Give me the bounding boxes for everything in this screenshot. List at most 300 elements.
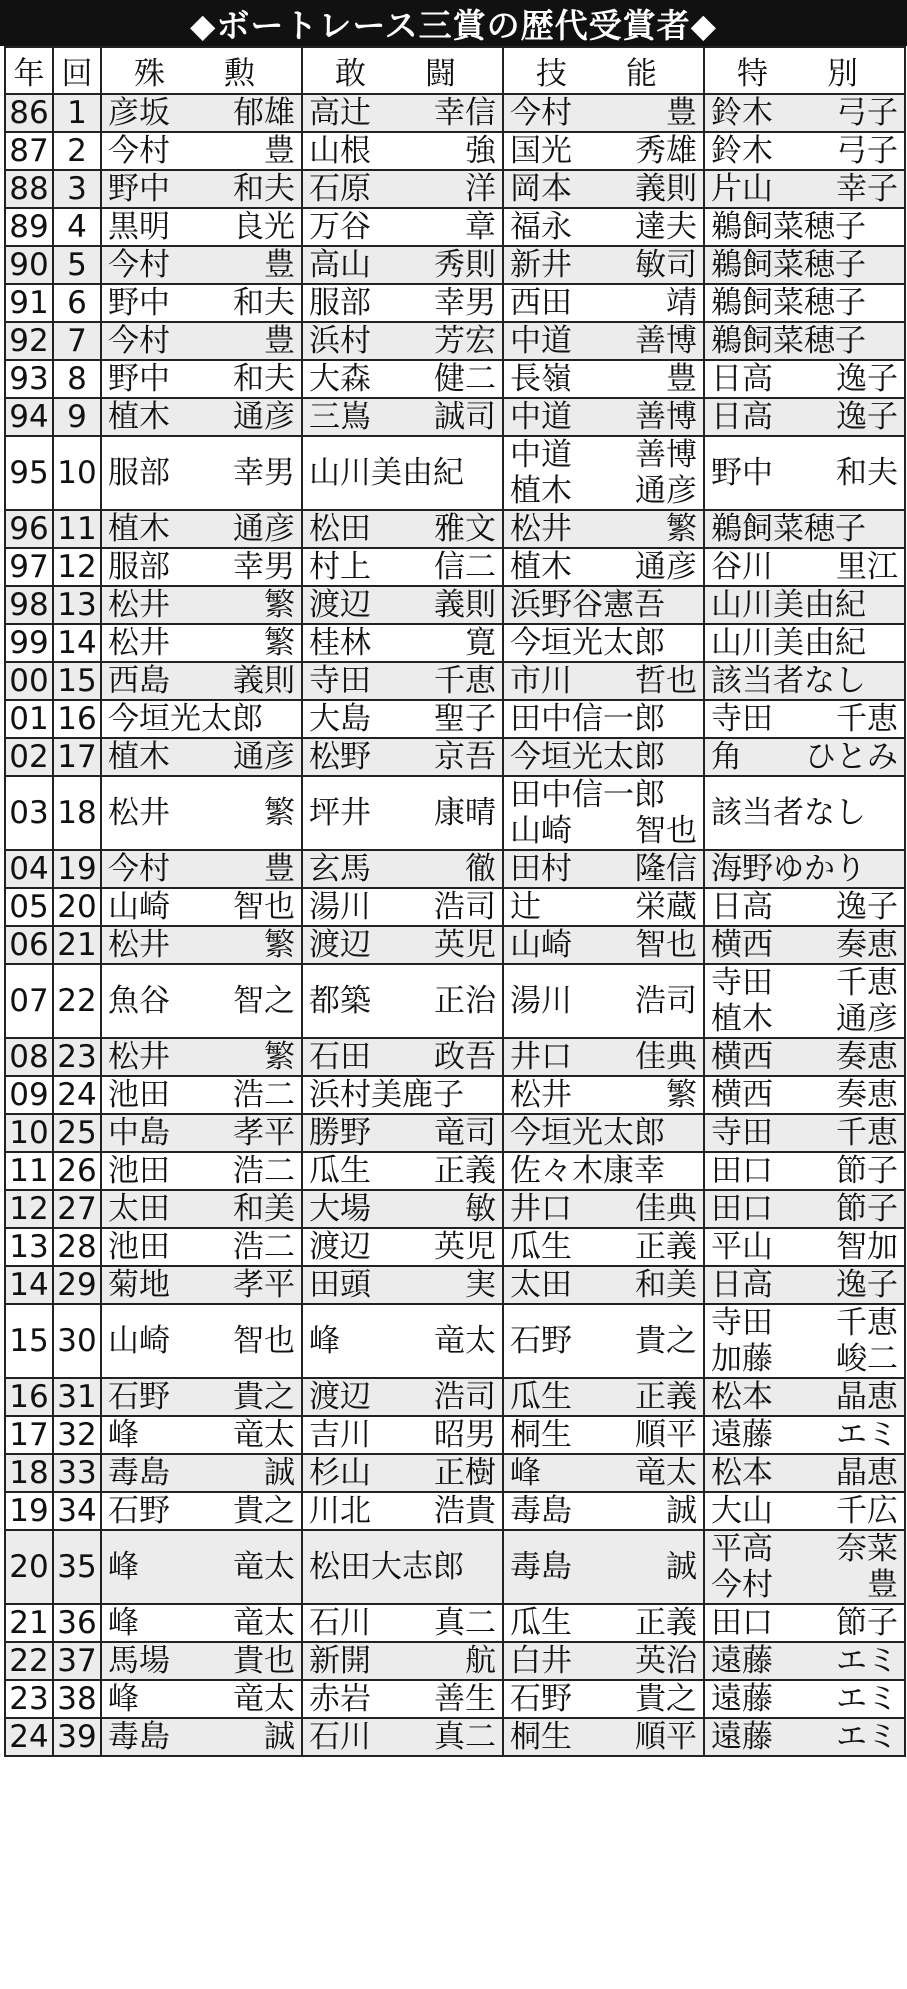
name-family: 寺田 <box>711 965 773 1001</box>
awardee-name <box>504 739 703 775</box>
name-given: 奈菜 <box>836 1531 898 1567</box>
name-family: 白井 <box>510 1643 572 1679</box>
awardee-name <box>102 323 301 359</box>
fighting-spirit-cell <box>302 964 503 1038</box>
outstanding-performance-cell <box>101 1530 302 1604</box>
name-family: 桐生 <box>510 1719 572 1755</box>
awardee-name <box>705 1493 904 1529</box>
awardee-name <box>303 1643 502 1679</box>
fighting-spirit-cell <box>302 926 503 964</box>
name-given: 奏恵 <box>836 1039 898 1075</box>
awardee-name <box>705 625 904 661</box>
technique-cell <box>503 850 704 888</box>
name-given: 峻二 <box>836 1341 898 1377</box>
edition-cell: 3 <box>53 170 101 208</box>
name-given: 浩二 <box>233 1229 295 1265</box>
name-family: 中島 <box>108 1115 170 1151</box>
fighting-spirit-cell <box>302 1530 503 1604</box>
technique-cell <box>503 888 704 926</box>
name-family: 今村 <box>510 95 572 131</box>
name-family: 魚谷 <box>108 983 170 1019</box>
technique-cell <box>503 1038 704 1076</box>
name-given: 真二 <box>434 1719 496 1755</box>
name-family: 瓜生 <box>510 1379 572 1415</box>
name-family: 新開 <box>309 1643 371 1679</box>
technique-cell <box>503 1530 704 1604</box>
outstanding-performance-cell <box>101 1454 302 1492</box>
name-given: 幸男 <box>233 549 295 585</box>
name-given: 通彦 <box>635 473 697 509</box>
awardee-name <box>504 323 703 359</box>
name-given: 智也 <box>233 889 295 925</box>
name-family: 菊地 <box>108 1267 170 1303</box>
year-cell: 94 <box>5 398 53 436</box>
name-given: 竜太 <box>233 1681 295 1717</box>
name-given: 逸子 <box>836 889 898 925</box>
name-given: 通彦 <box>233 399 295 435</box>
name-given: 英児 <box>434 927 496 963</box>
table-row <box>5 964 905 1038</box>
table-row <box>5 776 905 850</box>
awardee-name <box>102 1229 301 1265</box>
special-cell <box>704 700 905 738</box>
awardee-name <box>504 1719 703 1755</box>
awardee-name <box>303 549 502 585</box>
awardee-name <box>504 437 703 473</box>
outstanding-performance-cell <box>101 398 302 436</box>
name-given: 真二 <box>434 1605 496 1641</box>
name-family: 田頭 <box>309 1267 371 1303</box>
name-given: 英児 <box>434 1229 496 1265</box>
name-family: 瓜生 <box>510 1605 572 1641</box>
name-family: 高山 <box>309 247 371 283</box>
outstanding-performance-cell <box>101 888 302 926</box>
awardee-name <box>705 1039 904 1075</box>
technique-cell <box>503 548 704 586</box>
name-given: 豊 <box>867 1567 898 1603</box>
page-title: ◆ボートレース三賞の歴代受賞者◆ <box>0 0 907 46</box>
edition-cell: 17 <box>53 738 101 776</box>
awardee-name <box>102 1605 301 1641</box>
year-cell: 23 <box>5 1680 53 1718</box>
name-family: 鈴木 <box>711 95 773 131</box>
awardee-name <box>504 1493 703 1529</box>
fighting-spirit-cell <box>302 1492 503 1530</box>
awardee-name <box>102 361 301 397</box>
outstanding-performance-cell <box>101 246 302 284</box>
name-given: 靖 <box>666 285 697 321</box>
awardee-name <box>504 1153 703 1189</box>
technique-cell <box>503 436 704 510</box>
technique-cell <box>503 1076 704 1114</box>
year-cell: 98 <box>5 586 53 624</box>
outstanding-performance-cell <box>101 738 302 776</box>
name-family: 瓜生 <box>309 1153 371 1189</box>
year-cell: 03 <box>5 776 53 850</box>
name-family: 国光 <box>510 133 572 169</box>
technique-cell <box>503 1304 704 1378</box>
name-given: 佳典 <box>635 1191 697 1227</box>
name-given: 繁 <box>264 1039 295 1075</box>
name-family: 角 <box>711 739 742 775</box>
awardee-name <box>303 133 502 169</box>
awardee-name <box>705 1341 904 1377</box>
name-family: 杉山 <box>309 1455 371 1491</box>
name-family: 坪井 <box>309 795 371 831</box>
special-cell <box>704 1266 905 1304</box>
name-family: 今垣光太郎 <box>510 1115 665 1151</box>
name-given: 政吾 <box>434 1039 496 1075</box>
name-given: 幸信 <box>434 95 496 131</box>
awardee-name <box>705 1417 904 1453</box>
name-given: 幸男 <box>233 455 295 491</box>
fighting-spirit-cell <box>302 662 503 700</box>
name-family: 大島 <box>309 701 371 737</box>
name-given: エミ <box>836 1719 898 1755</box>
name-family: 赤岩 <box>309 1681 371 1717</box>
special-cell <box>704 1530 905 1604</box>
name-family: 福永 <box>510 209 572 245</box>
awardee-name <box>504 1039 703 1075</box>
name-family: 今村 <box>108 247 170 283</box>
header-row <box>5 47 905 94</box>
awardee-name <box>705 1605 904 1641</box>
name-given: 逸子 <box>836 399 898 435</box>
special-cell <box>704 246 905 284</box>
outstanding-performance-cell <box>101 662 302 700</box>
outstanding-performance-cell <box>101 1190 302 1228</box>
table-row <box>5 1228 905 1266</box>
year-cell: 18 <box>5 1454 53 1492</box>
name-family: 松井 <box>108 587 170 623</box>
awardee-name <box>504 171 703 207</box>
name-given: 和夫 <box>233 171 295 207</box>
name-family: 今村 <box>108 851 170 887</box>
name-given: 通彦 <box>233 739 295 775</box>
special-cell <box>704 738 905 776</box>
awardee-name <box>102 209 301 245</box>
awardee-name <box>504 1605 703 1641</box>
name-family: 峰 <box>108 1417 139 1453</box>
fighting-spirit-cell <box>302 284 503 322</box>
special-cell <box>704 1416 905 1454</box>
awardee-name <box>303 1323 502 1359</box>
name-family: 松井 <box>510 511 572 547</box>
awardee-name <box>303 1229 502 1265</box>
name-given: 哲也 <box>635 663 697 699</box>
name-family: 三嶌 <box>309 399 371 435</box>
name-given: 逸子 <box>836 361 898 397</box>
awardee-name <box>303 511 502 547</box>
year-cell: 22 <box>5 1642 53 1680</box>
table-row <box>5 246 905 284</box>
edition-cell: 8 <box>53 360 101 398</box>
fighting-spirit-cell <box>302 548 503 586</box>
name-family: 峰 <box>108 1549 139 1585</box>
outstanding-performance-cell <box>101 586 302 624</box>
name-family: 浜野谷憲吾 <box>510 587 665 623</box>
outstanding-performance-cell <box>101 624 302 662</box>
table-row <box>5 284 905 322</box>
table-row <box>5 850 905 888</box>
awardee-name <box>303 1039 502 1075</box>
name-given: 正樹 <box>434 1455 496 1491</box>
awardee-name <box>705 1643 904 1679</box>
edition-cell: 10 <box>53 436 101 510</box>
year-cell: 06 <box>5 926 53 964</box>
name-family: 川北 <box>309 1493 371 1529</box>
name-given: 誠 <box>264 1719 295 1755</box>
name-given: 和夫 <box>233 285 295 321</box>
name-family: 横西 <box>711 1077 773 1113</box>
fighting-spirit-cell <box>302 1378 503 1416</box>
technique-cell <box>503 170 704 208</box>
awardee-name <box>102 95 301 131</box>
awardee-name <box>102 1115 301 1151</box>
outstanding-performance-cell <box>101 700 302 738</box>
awardee-name <box>303 587 502 623</box>
name-family: 渡辺 <box>309 1379 371 1415</box>
awardee-name <box>705 209 904 245</box>
awardee-name <box>504 1077 703 1113</box>
name-family: 加藤 <box>711 1341 773 1377</box>
name-given: 豊 <box>264 851 295 887</box>
fighting-spirit-cell <box>302 170 503 208</box>
name-family: 松井 <box>108 795 170 831</box>
awards-table <box>4 46 906 1757</box>
fighting-spirit-cell <box>302 888 503 926</box>
awardee-name <box>504 549 703 585</box>
special-cell <box>704 1604 905 1642</box>
name-given: 千恵 <box>434 663 496 699</box>
name-family: 大森 <box>309 361 371 397</box>
awardee-name <box>102 625 301 661</box>
awardee-name <box>102 663 301 699</box>
name-family: 桂林 <box>309 625 371 661</box>
fighting-spirit-cell <box>302 1076 503 1114</box>
name-given: 竜太 <box>233 1417 295 1453</box>
technique-cell <box>503 926 704 964</box>
awardee-name <box>705 1305 904 1341</box>
awardee-name <box>705 965 904 1001</box>
name-family: 峰 <box>510 1455 541 1491</box>
name-given: 繁 <box>264 927 295 963</box>
name-family: 毒島 <box>510 1493 572 1529</box>
name-family: 鵜飼菜穂子 <box>711 285 866 321</box>
awardee-name <box>705 1153 904 1189</box>
header-outstanding-performance: 殊 勲 <box>101 47 302 94</box>
header-edition: 回 <box>53 47 101 94</box>
awardee-name <box>504 889 703 925</box>
name-family: 太田 <box>108 1191 170 1227</box>
awardee-name <box>102 927 301 963</box>
awardee-name <box>504 1115 703 1151</box>
name-family: 田中信一郎 <box>510 777 665 813</box>
name-given: 孝平 <box>233 1115 295 1151</box>
name-family: 玄馬 <box>309 851 371 887</box>
special-cell <box>704 624 905 662</box>
year-cell: 16 <box>5 1378 53 1416</box>
year-cell: 20 <box>5 1530 53 1604</box>
awardee-name <box>504 285 703 321</box>
name-given: 千広 <box>836 1493 898 1529</box>
name-given: 智加 <box>836 1229 898 1265</box>
outstanding-performance-cell <box>101 776 302 850</box>
awardee-name <box>303 323 502 359</box>
name-given: 善博 <box>635 323 697 359</box>
table-row <box>5 94 905 132</box>
awardee-name <box>303 455 502 491</box>
name-given: 誠 <box>666 1493 697 1529</box>
awardee-name <box>705 1455 904 1491</box>
name-family: 松野 <box>309 739 371 775</box>
fighting-spirit-cell <box>302 510 503 548</box>
technique-cell <box>503 1266 704 1304</box>
header-year: 年 <box>5 47 53 94</box>
awardee-name <box>705 549 904 585</box>
awardee-name <box>705 701 904 737</box>
name-family: 日高 <box>711 399 773 435</box>
name-family: 松井 <box>108 1039 170 1075</box>
name-family: 辻 <box>510 889 541 925</box>
outstanding-performance-cell <box>101 1718 302 1756</box>
name-given: 豊 <box>666 361 697 397</box>
awardee-name <box>504 851 703 887</box>
name-given: 貴之 <box>635 1681 697 1717</box>
edition-cell: 19 <box>53 850 101 888</box>
year-cell: 24 <box>5 1718 53 1756</box>
awardee-name <box>504 1643 703 1679</box>
awardee-name <box>102 983 301 1019</box>
edition-cell: 7 <box>53 322 101 360</box>
name-family: 遠藤 <box>711 1719 773 1755</box>
awardee-name <box>504 813 703 849</box>
fighting-spirit-cell <box>302 322 503 360</box>
awardee-name <box>303 1267 502 1303</box>
awardee-name <box>303 1077 502 1113</box>
name-family: 太田 <box>510 1267 572 1303</box>
name-given: 浩司 <box>434 889 496 925</box>
name-given: 誠司 <box>434 399 496 435</box>
year-cell: 11 <box>5 1152 53 1190</box>
name-family: 山川美由紀 <box>711 625 866 661</box>
name-given: 千恵 <box>836 701 898 737</box>
table-row <box>5 132 905 170</box>
awardee-name <box>303 1153 502 1189</box>
name-family: 松本 <box>711 1379 773 1415</box>
name-given: 智也 <box>635 927 697 963</box>
table-row <box>5 1114 905 1152</box>
year-cell: 95 <box>5 436 53 510</box>
awardee-name <box>504 361 703 397</box>
table-row <box>5 398 905 436</box>
awardee-name <box>102 1493 301 1529</box>
awardee-name <box>504 1455 703 1491</box>
name-family: 日高 <box>711 889 773 925</box>
special-cell <box>704 1378 905 1416</box>
awardee-name <box>303 851 502 887</box>
name-given: 幸男 <box>434 285 496 321</box>
name-family: 山崎 <box>510 927 572 963</box>
awardee-name <box>303 247 502 283</box>
special-cell <box>704 850 905 888</box>
awardee-name <box>504 983 703 1019</box>
name-given: 智也 <box>233 1323 295 1359</box>
name-given: 徹 <box>465 851 496 887</box>
outstanding-performance-cell <box>101 1076 302 1114</box>
name-given: 千恵 <box>836 965 898 1001</box>
name-family: 馬場 <box>108 1643 170 1679</box>
special-cell <box>704 360 905 398</box>
name-family: 山川美由紀 <box>711 587 866 623</box>
awardee-name <box>102 1039 301 1075</box>
table-body <box>5 94 905 1756</box>
name-family: 今村 <box>108 133 170 169</box>
awardee-name <box>102 133 301 169</box>
name-given: 敏司 <box>635 247 697 283</box>
awardee-name <box>705 1191 904 1227</box>
technique-cell <box>503 1492 704 1530</box>
name-given: 繁 <box>264 795 295 831</box>
name-given: 節子 <box>836 1153 898 1189</box>
name-given: 浩貴 <box>434 1493 496 1529</box>
awardee-name <box>303 1719 502 1755</box>
name-family: 山根 <box>309 133 371 169</box>
year-cell: 08 <box>5 1038 53 1076</box>
awardee-name <box>705 927 904 963</box>
name-family: 該当者なし <box>711 795 866 831</box>
year-cell: 14 <box>5 1266 53 1304</box>
name-family: 植木 <box>108 739 170 775</box>
name-given: 貴之 <box>233 1493 295 1529</box>
awardee-name <box>705 1267 904 1303</box>
name-family: 湯川 <box>309 889 371 925</box>
name-family: 田村 <box>510 851 572 887</box>
name-given: 千恵 <box>836 1115 898 1151</box>
outstanding-performance-cell <box>101 1266 302 1304</box>
awardee-name <box>504 587 703 623</box>
name-family: 高辻 <box>309 95 371 131</box>
edition-cell: 33 <box>53 1454 101 1492</box>
awardee-name <box>303 889 502 925</box>
name-family: 渡辺 <box>309 927 371 963</box>
special-cell <box>704 436 905 510</box>
awardee-name <box>705 1379 904 1415</box>
fighting-spirit-cell <box>302 246 503 284</box>
awardee-name <box>705 511 904 547</box>
awardee-name <box>705 171 904 207</box>
name-family: 遠藤 <box>711 1417 773 1453</box>
name-family: 中道 <box>510 399 572 435</box>
name-family: 田中信一郎 <box>510 701 665 737</box>
fighting-spirit-cell <box>302 850 503 888</box>
fighting-spirit-cell <box>302 1038 503 1076</box>
awardee-name <box>102 285 301 321</box>
outstanding-performance-cell <box>101 548 302 586</box>
name-given: 幸子 <box>836 171 898 207</box>
special-cell <box>704 398 905 436</box>
awardee-name <box>504 927 703 963</box>
name-family: 石田 <box>309 1039 371 1075</box>
special-cell <box>704 1680 905 1718</box>
edition-cell: 26 <box>53 1152 101 1190</box>
name-given: 芳宏 <box>434 323 496 359</box>
name-family: 植木 <box>108 399 170 435</box>
year-cell: 87 <box>5 132 53 170</box>
awardee-name <box>705 739 904 775</box>
awardee-name <box>705 247 904 283</box>
year-cell: 90 <box>5 246 53 284</box>
